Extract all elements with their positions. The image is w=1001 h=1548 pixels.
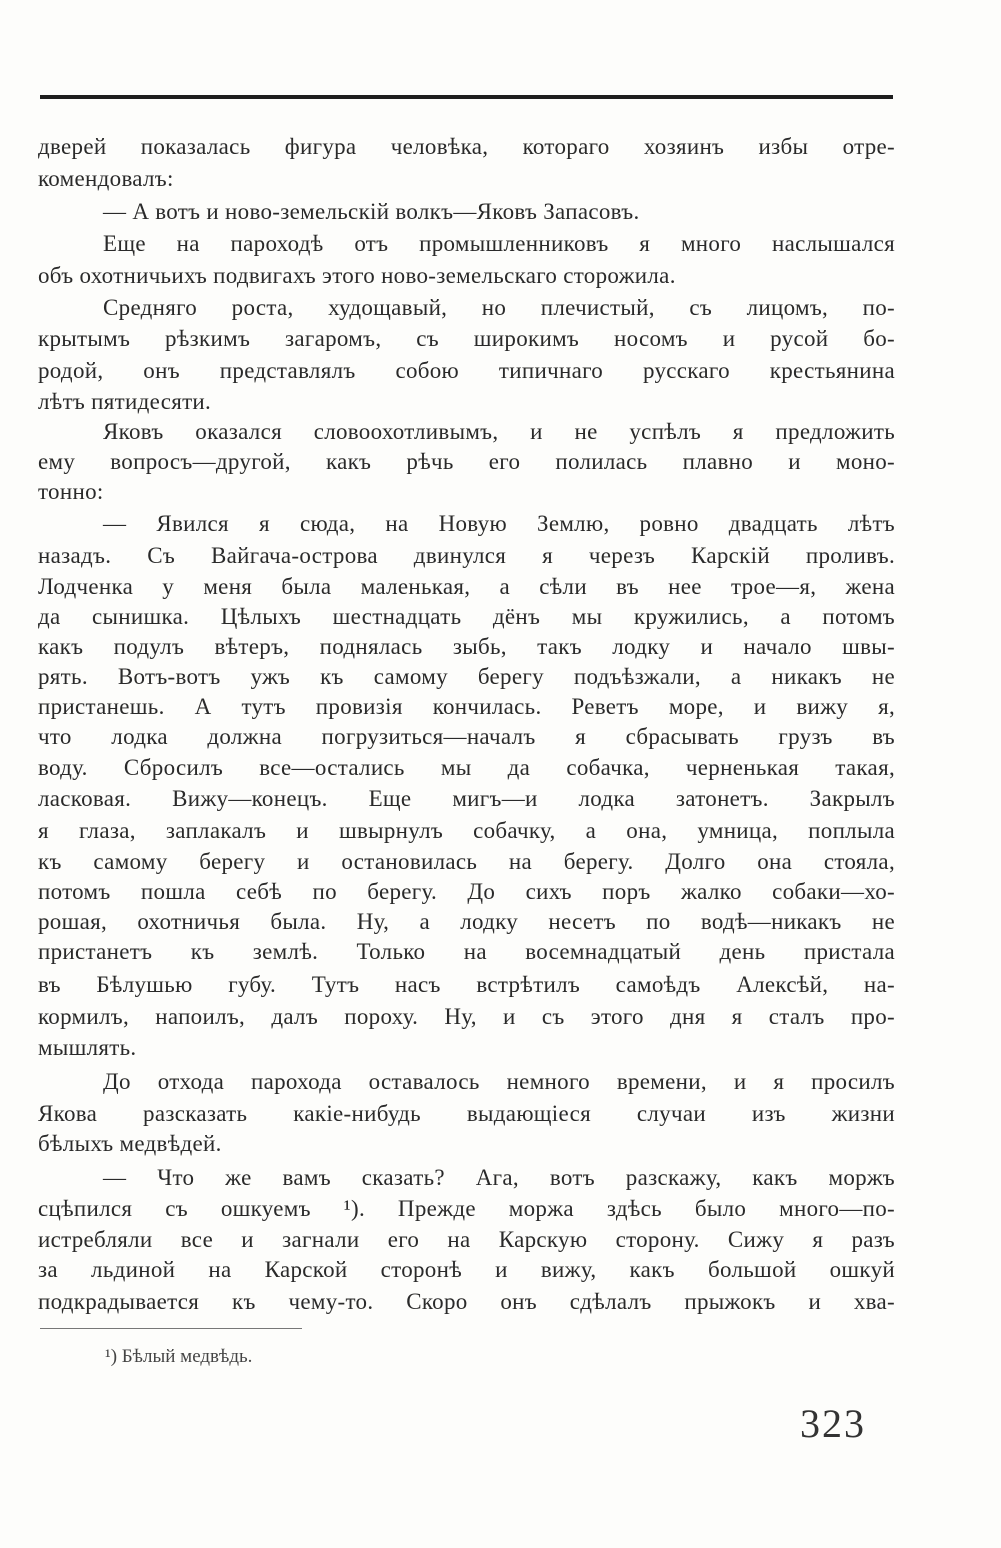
- footnote-rule: [40, 1328, 302, 1329]
- page-number: 323: [800, 1401, 866, 1446]
- text-line: тонно:: [38, 479, 104, 504]
- header-rule: [40, 95, 893, 99]
- text-line: Якова разсказать какіе-нибудь выдающіеся случаи изъ жизни: [38, 1101, 895, 1126]
- text-line: Яковъ оказался словоохотливымъ, и не успѣлъ я предложить: [103, 419, 895, 444]
- text-line: что лодка должна погрузиться—началъ я сбрасывать грузъ въ: [38, 724, 895, 749]
- text-line: мышлять.: [38, 1035, 137, 1060]
- text-line: ласковая. Вижу—конецъ. Еще мигъ—и лодка затонетъ. Закрылъ: [38, 786, 895, 811]
- text-line: сцѣпился съ ошкуемъ ¹). Прежде моржа здѣсь было много—по-: [38, 1196, 895, 1221]
- text-line: родой, онъ представлялъ собою типичнаго русскаго крестьянина: [38, 358, 895, 383]
- text-line: истребляли все и загнали его на Карскую сторону. Сижу я разъ: [38, 1227, 895, 1252]
- text-line: лѣтъ пятидесяти.: [38, 389, 212, 414]
- text-line: къ самому берегу и остановилась на берегу. Долго она стояла,: [38, 849, 895, 874]
- text-line: крытымъ рѣзкимъ загаромъ, съ широкимъ носомъ и русой бо-: [38, 326, 895, 351]
- text-line: Средняго роста, худощавый, но плечистый, съ лицомъ, по-: [103, 295, 895, 320]
- text-line: воду. Сбросилъ все—остались мы да собачка, черненькая такая,: [38, 755, 895, 780]
- text-line: за льдиной на Карской сторонѣ и вижу, какъ большой ошкуй: [38, 1257, 895, 1282]
- text-line: рошая, охотничья была. Ну, а лодку несетъ по водѣ—никакъ не: [38, 909, 895, 934]
- footnote: ¹) Бѣлый медвѣдь.: [105, 1346, 253, 1367]
- text-line: До отхода парохода оставалось немного времени, и я просилъ: [103, 1069, 895, 1094]
- text-line: ему вопросъ—другой, какъ рѣчь его полилась плавно и моно-: [38, 449, 895, 474]
- text-line: какъ подулъ вѣтеръ, поднялась зыбь, такъ лодку и начало швы-: [38, 634, 895, 659]
- text-line: кормилъ, напоилъ, далъ пороху. Ну, и съ этого дня я сталъ про-: [38, 1004, 895, 1029]
- text-line: объ охотничьихъ подвигахъ этого ново-земельскаго сторожила.: [38, 263, 676, 288]
- text-line: Лодченка у меня была маленькая, а сѣли въ нее трое—я, жена: [38, 574, 895, 599]
- text-line: назадъ. Съ Вайгача-острова двинулся я черезъ Карскій проливъ.: [38, 543, 895, 568]
- text-line: подкрадывается къ чему-то. Скоро онъ сдѣлалъ прыжокъ и хва-: [38, 1289, 895, 1314]
- text-line: да сынишка. Цѣлыхъ шестнадцать дёнъ мы кружились, а потомъ: [38, 604, 895, 629]
- text-line: — Явился я сюда, на Новую Землю, ровно двадцать лѣтъ: [103, 511, 895, 536]
- text-line: рять. Вотъ-вотъ ужъ къ самому берегу подъѣзжали, а никакъ не: [38, 664, 895, 689]
- text-line: въ Бѣлушью губу. Тутъ насъ встрѣтилъ самоѣдъ Алексѣй, на-: [38, 972, 895, 997]
- text-line: я глаза, заплакалъ и швырнулъ собачку, а она, умница, поплыла: [38, 818, 895, 843]
- text-line: бѣлыхъ медвѣдей.: [38, 1131, 222, 1156]
- text-line: потомъ пошла себѣ по берегу. До сихъ поръ жалко собаки—хо-: [38, 879, 895, 904]
- text-line: — А вотъ и ново-земельскій волкъ—Яковъ Запасовъ.: [103, 199, 640, 224]
- text-line: пристанешь. А тутъ провизія кончилась. Реветъ море, и вижу я,: [38, 694, 895, 719]
- text-line: дверей показалась фигура человѣка, котораго хозяинъ избы отре-: [38, 134, 895, 159]
- text-line: — Что же вамъ сказать? Ага, вотъ разскажу, какъ моржъ: [103, 1165, 895, 1190]
- text-line: Еще на пароходѣ отъ промышленниковъ я много наслышался: [103, 231, 895, 256]
- text-line: пристанетъ къ землѣ. Только на восемнадцатый день пристала: [38, 939, 895, 964]
- text-line: комендовалъ:: [38, 166, 174, 191]
